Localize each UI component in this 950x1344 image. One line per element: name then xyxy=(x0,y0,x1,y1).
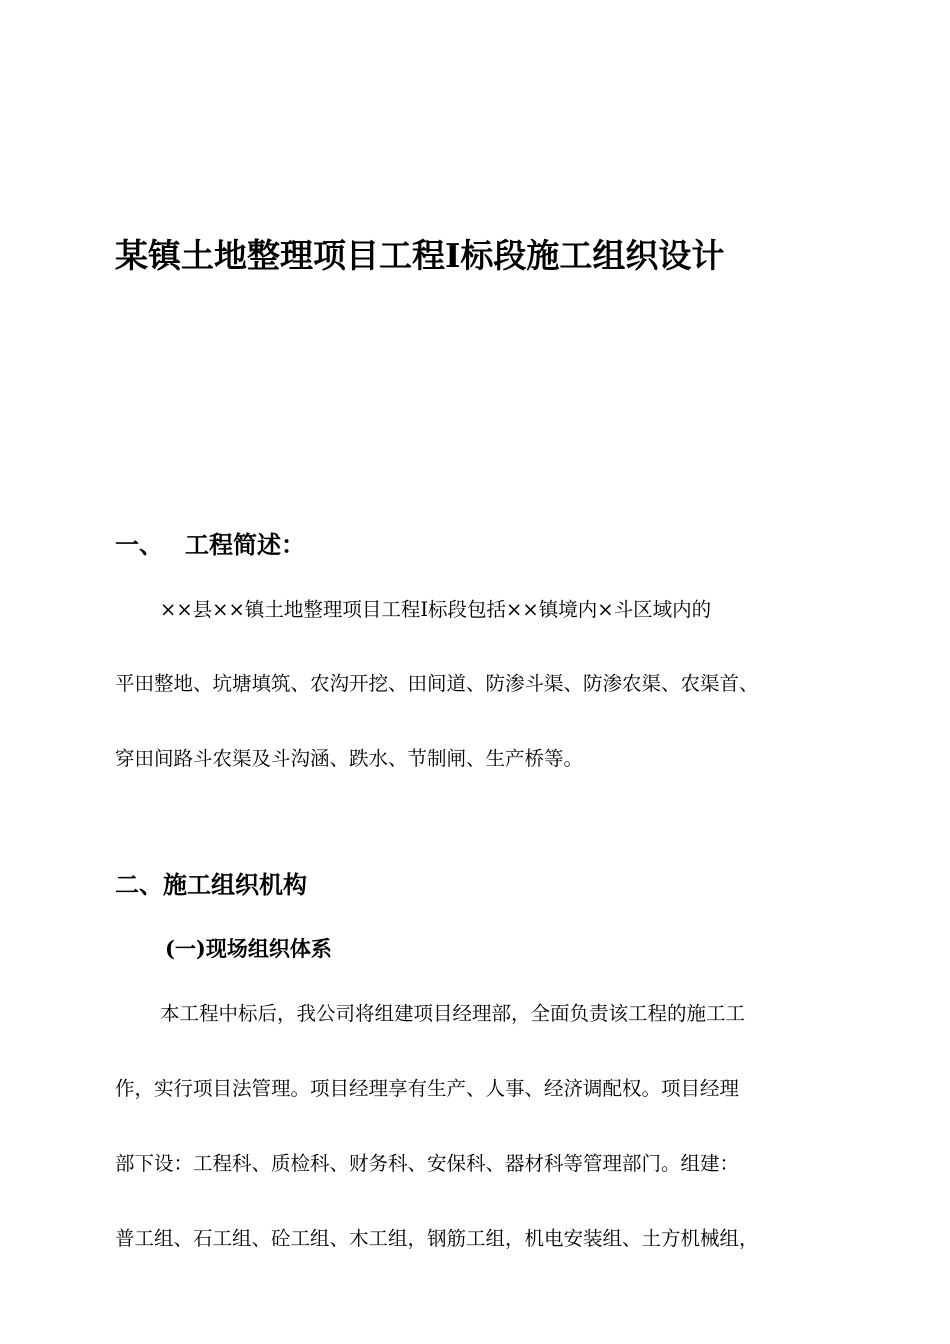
section-1-paragraph-line-1: ××县××镇土地整理项目工程Ⅰ标段包括××镇境内×斗区域内的 xyxy=(160,598,712,621)
subsection-1-paragraph-line-3: 部下设：工程科、质检科、财务科、安保科、器材科等管理部门。组建： xyxy=(115,1152,740,1175)
section-1-heading xyxy=(115,528,305,562)
subsection-1-paragraph-line-4: 普工组、石工组、砼工组、木工组，钢筋工组，机电安装组、土方机械组， xyxy=(115,1227,759,1250)
section-1-number: 一、 xyxy=(115,530,163,559)
section-1-title: 工程简述： xyxy=(185,530,305,559)
section-2-heading: 二、施工组织机构 xyxy=(115,870,307,899)
section-1-paragraph-line-2: 平田整地、坑塘填筑、农沟开挖、田间道、防渗斗渠、防渗农渠、农渠首、 xyxy=(115,672,759,695)
subsection-1-paragraph-line-1: 本工程中标后，我公司将组建项目经理部，全面负责该工程的施工工 xyxy=(160,1002,746,1025)
section-1-paragraph-line-3: 穿田间路斗农渠及斗沟涵、跌水、节制闸、生产桥等。 xyxy=(115,747,584,770)
subsection-1-paragraph-line-2: 作，实行项目法管理。项目经理享有生产、人事、经济调配权。项目经理 xyxy=(115,1077,740,1100)
document-title: 某镇土地整理项目工程Ⅰ标段施工组织设计 xyxy=(115,236,725,275)
subsection-1-heading: (一)现场组织体系 xyxy=(165,936,332,961)
